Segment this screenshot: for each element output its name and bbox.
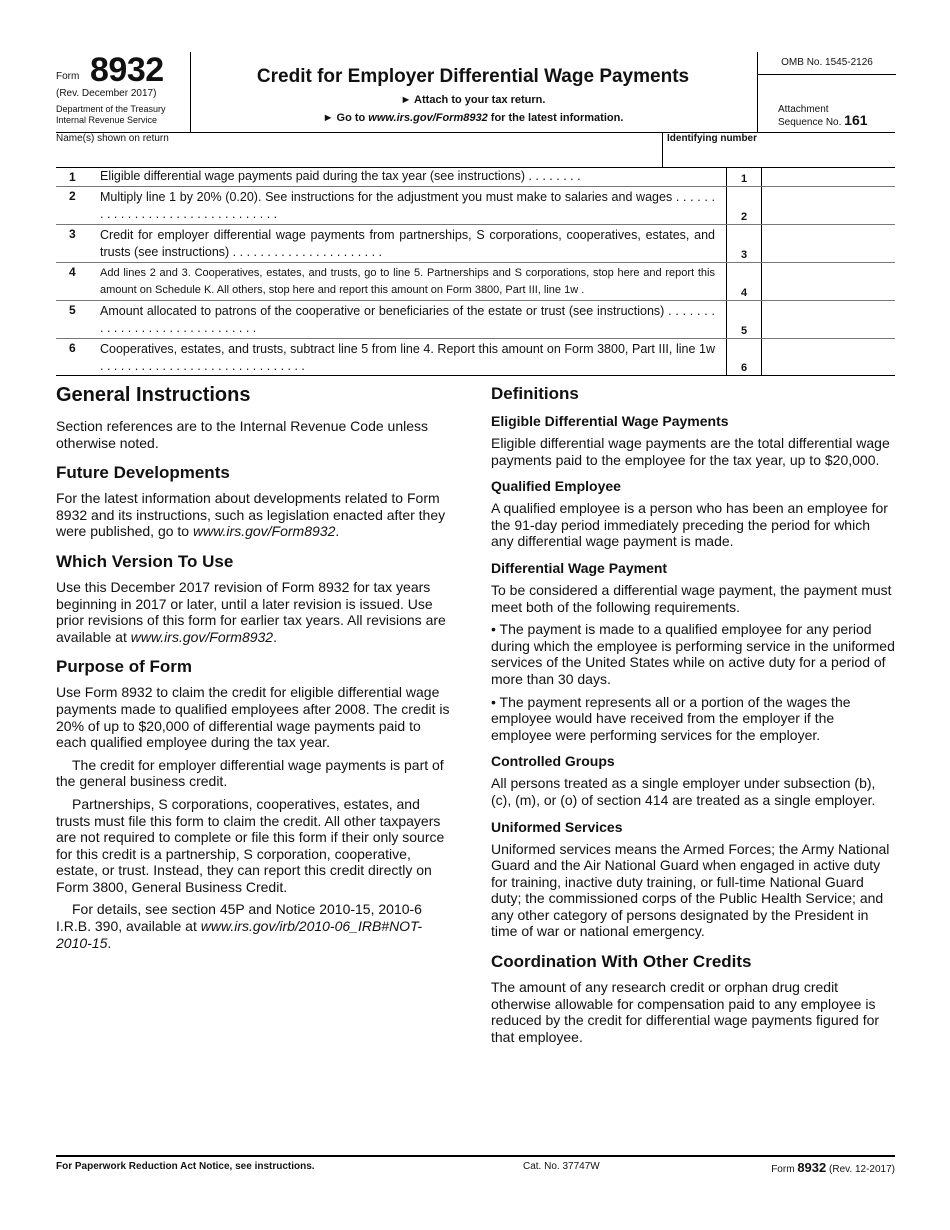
attachment-label: Attachment xyxy=(778,104,829,115)
form-number: 8932 xyxy=(90,51,164,89)
differential-wage-bullet: • The payment is made to a qualified employee for any period during which the employee is performing service in the uniformed services of the United States while on active duty for a period of more than 30 days. xyxy=(491,621,895,687)
qualified-employee-text: A qualified employee is a person who has been an employee for the 91-day period immediately preceding the period for which any differential wage payment is made. xyxy=(491,500,888,550)
paperwork-notice: For Paperwork Reduction Act Notice, see instructions. xyxy=(56,1161,315,1172)
line-2-amount-field[interactable] xyxy=(761,187,895,224)
line-box-number: 3 xyxy=(740,249,748,261)
footer-form-label: Form xyxy=(771,1164,795,1175)
line-number: 6 xyxy=(69,341,76,355)
line-box xyxy=(726,187,762,224)
line-number: 1 xyxy=(69,170,76,184)
form-line xyxy=(56,263,895,301)
version-url-link[interactable]: www.irs.gov/Form8932 xyxy=(130,628,274,645)
eligible-payments-heading: Eligible Differential Wage Payments xyxy=(491,413,729,429)
general-instructions-heading: General Instructions xyxy=(56,384,251,406)
line-number: 5 xyxy=(69,303,76,317)
line-text: Multiply line 1 by 20% (0.20). See instructions for the adjustment you must make to salaries and wages . . . . . . . . . . . . . . . . . . . . . . . . . . . . . . . . xyxy=(100,190,715,221)
coordination-text: The amount of any research credit or orphan drug credit otherwise allowable for compensation paid to any employee is reduced by the credit for differential wage payments figured for that employee. xyxy=(491,979,880,1045)
purpose-paragraph-3: Partnerships, S corporations, cooperatives, estates, and trusts must file this form to claim the credit. All other taxpayers are not required to complete or file this form if their only source for this credit is a partnership, S corporation, cooperative, estate, or trust. Instead, they can report this credit directly on Form 3800, General Business Credit. xyxy=(56,795,445,895)
controlled-groups-heading: Controlled Groups xyxy=(491,753,615,770)
form-lines xyxy=(56,168,895,376)
line-4-amount-field[interactable] xyxy=(761,263,895,300)
purpose-details-text: For details, see section 45P and Notice 2010-15, 2010-6 I.R.B. 390, available at xyxy=(56,901,422,935)
line-box-number: 2 xyxy=(740,211,748,223)
future-text: For the latest information about developments related to Form 8932 and its instructions, such as legislation enacted after they were published, go to xyxy=(56,490,446,540)
which-version-text: Use this December 2017 revision of Form 8932 for tax years beginning in 2017 or later, until a later revision is issued. Use prior revisions of this form for earlier tax years. All revisions are available at www.irs.gov/Form8932. xyxy=(56,578,446,645)
notice-url-link[interactable]: www.irs.gov/irb/2010-06_IRB#NOT-2010-15 xyxy=(56,918,423,951)
line-box xyxy=(726,225,762,262)
line-box xyxy=(726,339,762,375)
eligible-payments-text: Eligible differential wage payments are the total differential wage payments paid to the employee for the tax year, up to $20,000. xyxy=(491,435,890,468)
line-6-amount-field[interactable] xyxy=(761,339,895,375)
line-box-number: 5 xyxy=(740,325,748,337)
form-label: Form xyxy=(56,71,80,82)
line-text: Eligible differential wage payments paid during the tax year (see instructions) . . . . . . . . xyxy=(100,169,581,183)
purpose-paragraph-4: For details, see section 45P and Notice 2010-15, 2010-6 I.R.B. 390, available at www.irs.gov/irb/2010-06_IRB#NOT-2010-15. xyxy=(56,901,423,951)
footer-form-number: 8932 xyxy=(797,1160,827,1175)
omb-block xyxy=(757,52,896,132)
names-label: Name(s) shown on return xyxy=(56,133,169,144)
line-number: 3 xyxy=(69,227,76,241)
line-number: 4 xyxy=(69,265,76,279)
identifying-number-label: Identifying number xyxy=(667,133,757,144)
form-page xyxy=(56,52,895,376)
footer-form-id xyxy=(771,1160,895,1175)
qualified-employee-heading: Qualified Employee xyxy=(491,478,621,495)
line-box-number: 1 xyxy=(740,173,748,185)
line-box-number: 4 xyxy=(740,287,748,299)
sequence-line xyxy=(778,112,868,128)
department-block xyxy=(56,104,166,126)
form-id-block xyxy=(56,52,191,132)
line-number: 2 xyxy=(69,189,76,203)
differential-wage-heading: Differential Wage Payment xyxy=(491,559,668,576)
purpose-paragraph-1: Use Form 8932 to claim the credit for eligible differential wage payments made to qualified employees after 2008. The credit is 20% of up to $20,000 of differential wage payments paid to each qualified employee during the tax year. xyxy=(56,684,450,751)
catalog-number: Cat. No. 37747W xyxy=(523,1161,600,1172)
name-row xyxy=(56,133,895,168)
coordination-heading: Coordination With Other Credits xyxy=(491,952,752,972)
goto-suffix: for the latest information. xyxy=(487,112,624,124)
form-revision: (Rev. December 2017) xyxy=(56,88,157,99)
line-box xyxy=(726,301,762,338)
controlled-groups-text: All persons treated as a single employer under subsection (b), (c), (m), or (o) of section 414 are treated as a single employer. xyxy=(491,775,876,808)
future-url-link[interactable]: www.irs.gov/Form8932 xyxy=(192,523,336,540)
future-developments-text: For the latest information about developments related to Form 8932 and its instructions, such as legislation enacted after they were published, go to www.irs.gov/Form8932. xyxy=(56,490,446,540)
sequence-label: Sequence No. xyxy=(778,117,842,128)
uniformed-services-text: Uniformed services means the Armed Forces; the Army National Guard and the Air National Guard when engaged in active duty for training, inactive duty training, or full-time National Guard duty; the commissioned corps of the Public Health Service; and any other category of persons designated by the President in time of war or national emergency. xyxy=(491,840,890,940)
differential-wage-bullet: • The payment represents all or a portion of the wages the employee would have received from the employer if the employee were performing services for the employer. xyxy=(491,693,851,743)
line-3-amount-field[interactable] xyxy=(761,225,895,262)
general-instructions-column xyxy=(56,384,452,957)
goto-prefix: ► Go to xyxy=(322,112,369,124)
goto-url-link[interactable]: www.irs.gov/Form8932 xyxy=(368,112,488,124)
purpose-heading: Purpose of Form xyxy=(56,657,193,677)
attach-instruction: ► Attach to your tax return. xyxy=(400,94,546,106)
form-line xyxy=(56,168,895,187)
which-version-heading: Which Version To Use xyxy=(56,551,234,571)
line-text: Cooperatives, estates, and trusts, subtract line 5 from line 4. Report this amount on Form 3800, Part III, line 1w . . . . . . . . . . . . . . . . . . . . . . . . . . . . . . xyxy=(100,342,715,373)
goto-instruction xyxy=(192,112,754,124)
future-developments-heading: Future Developments xyxy=(56,463,230,483)
version-text: Use this December 2017 revision of Form 8932 for tax years beginning in 2017 or later, until a later revision is issued. Use prior revisions of this form for earlier tax years. All revisions are available at xyxy=(56,578,446,645)
line-box xyxy=(726,168,762,186)
line-text: Add lines 2 and 3. Cooperatives, estates, and trusts, go to line 5. Partnerships and S corporations, stop here and report this amount on Schedule K. All others, stop here and report this amount on Form 3800, Part III, line 1w . xyxy=(100,267,715,296)
purpose-paragraph-2: The credit for employer differential wage payments is part of the general business credit. xyxy=(56,756,444,790)
department-name: Department of the Treasury xyxy=(56,104,166,114)
line-box xyxy=(726,263,762,300)
footer-revision: (Rev. 12-2017) xyxy=(829,1164,895,1175)
line-text: Credit for employer differential wage payments from partnerships, S corporations, cooperatives, estates, and trusts (see instructions) . . . . . . . . . . . . . . . . . . . . . . xyxy=(100,228,715,259)
definitions-column xyxy=(491,384,895,1051)
line-5-amount-field[interactable] xyxy=(761,301,895,338)
form-header xyxy=(56,52,895,133)
line-1-amount-field[interactable] xyxy=(761,168,895,186)
differential-wage-text: To be considered a differential wage payment, the payment must meet both of the following requirements. xyxy=(491,581,892,615)
form-line xyxy=(56,225,895,263)
sequence-number: 161 xyxy=(844,112,868,128)
title-block xyxy=(192,52,754,132)
uniformed-services-heading: Uniformed Services xyxy=(491,818,623,835)
form-title: Credit for Employer Differential Wage Payments xyxy=(256,66,690,87)
line-box-number: 6 xyxy=(740,362,748,374)
definitions-heading: Definitions xyxy=(491,384,579,403)
agency-name: Internal Revenue Service xyxy=(56,115,158,125)
form-line xyxy=(56,339,895,375)
sequence-block xyxy=(778,104,868,128)
form-line xyxy=(56,187,895,225)
form-line xyxy=(56,301,895,339)
identifying-number-field[interactable] xyxy=(662,133,896,167)
omb-number: OMB No. 1545-2126 xyxy=(758,52,896,75)
line-text: Amount allocated to patrons of the cooperative or beneficiaries of the estate or trust (see instructions) . . . . . . . . . . . . . . . . . . . . . . . . . . . . . . xyxy=(100,304,715,335)
intro-text: Section references are to the Internal Revenue Code unless otherwise noted. xyxy=(56,418,429,451)
form-footer xyxy=(56,1155,895,1177)
